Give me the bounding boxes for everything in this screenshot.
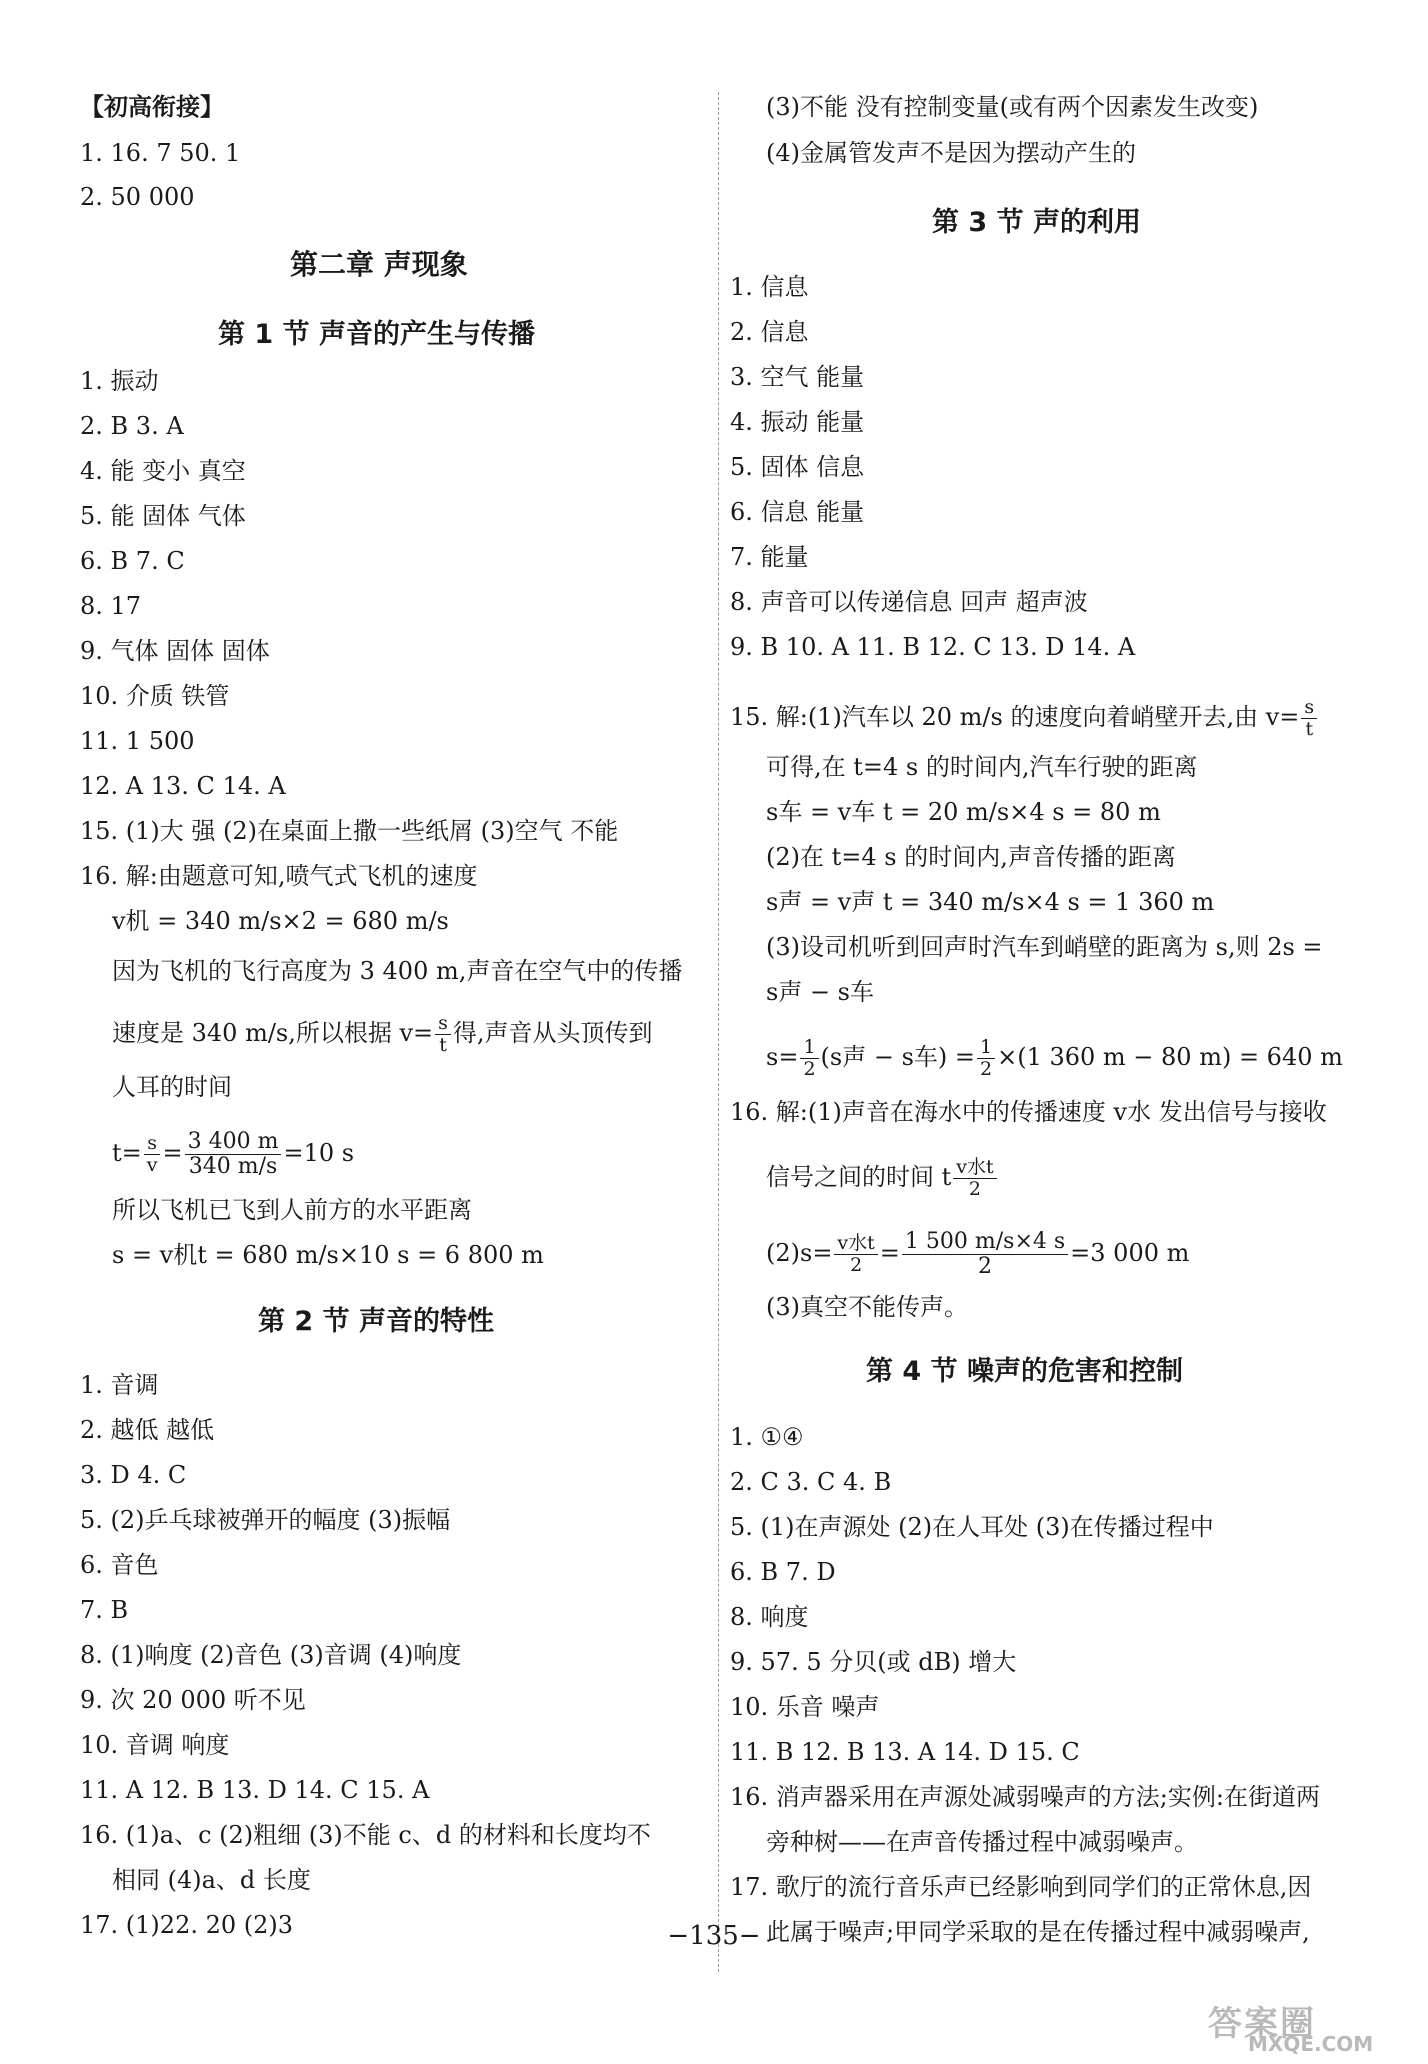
list-item: 10. 音调 响度 — [80, 1731, 230, 1759]
fraction — [977, 1037, 995, 1080]
chapter-title: 第二章 声现象 — [290, 248, 468, 281]
list-item: 11. A 12. B 13. D 14. C 15. A — [80, 1776, 430, 1804]
numerator: s — [435, 1013, 451, 1035]
list-item: 9. 57. 5 分贝(或 dB) 增大 — [730, 1648, 1017, 1676]
watermark-url: MXQE.COM — [1248, 2032, 1374, 2056]
list-item: (2)在 t=4 s 的时间内,声音传播的距离 — [766, 843, 1176, 871]
fraction — [902, 1230, 1068, 1279]
formula-text: s= — [766, 1043, 799, 1071]
list-item: 16. 解:由题意可知,喷气式飞机的速度 — [80, 862, 478, 890]
list-item: 6. B 7. C — [80, 547, 185, 575]
fraction — [834, 1233, 877, 1276]
list-item: 2. 信息 — [730, 318, 809, 346]
watermark-logo — [1208, 1996, 1418, 2060]
list-item: 1. 信息 — [730, 273, 809, 301]
formula-text: =3 000 m — [1070, 1239, 1190, 1267]
formula-text: 速度是 340 m/s,所以根据 v= — [112, 1019, 434, 1047]
formula-text: 15. 解:(1)汽车以 20 m/s 的速度向着峭壁开去,由 v= — [730, 703, 1300, 731]
page-number: −135− — [667, 1921, 761, 1951]
list-item: 1. ①④ — [730, 1423, 804, 1451]
list-item: 5. 能 固体 气体 — [80, 502, 246, 530]
list-item: 8. 17 — [80, 592, 142, 620]
denominator: 340 m/s — [188, 1154, 278, 1179]
bridge-title: 【初高衔接】 — [80, 93, 224, 121]
formula-text: = — [879, 1239, 900, 1267]
list-item: 6. 信息 能量 — [730, 498, 865, 526]
list-item: 2. C 3. C 4. B — [730, 1468, 892, 1496]
list-item: 3. 空气 能量 — [730, 363, 865, 391]
list-item: (3)真空不能传声。 — [766, 1293, 968, 1321]
list-item: 15. (1)大 强 (2)在桌面上撒一些纸屑 (3)空气 不能 — [80, 817, 619, 845]
list-item: 17. 歌厅的流行音乐声已经影响到同学们的正常休息,因 — [730, 1873, 1312, 1901]
list-item: 16. 消声器采用在声源处减弱噪声的方法;实例:在街道两 — [730, 1783, 1320, 1811]
list-item: 此属于噪声;甲同学采取的是在传播过程中减弱噪声, — [766, 1918, 1310, 1946]
list-item: 12. A 13. C 14. A — [80, 772, 286, 800]
denominator: t — [1305, 718, 1314, 740]
list-item: 7. B — [80, 1596, 129, 1624]
list-item: 1. 振动 — [80, 367, 159, 395]
list-item: 3. D 4. C — [80, 1461, 187, 1489]
formula-line — [112, 1012, 653, 1056]
formula-line — [112, 1129, 355, 1179]
list-item: 8. (1)响度 (2)音色 (3)音调 (4)响度 — [80, 1641, 462, 1669]
formula-text: (s声 − s车) = — [820, 1043, 975, 1071]
formula-text: t= — [112, 1139, 142, 1167]
denominator: 2 — [968, 1178, 982, 1200]
list-item: (3)不能 没有控制变量(或有两个因素发生改变) — [766, 93, 1259, 121]
list-item: 相同 (4)a、d 长度 — [112, 1866, 311, 1894]
list-item: s声 − s车 — [766, 978, 874, 1006]
list-item: (4)金属管发声不是因为摆动产生的 — [766, 139, 1136, 167]
list-item: 所以飞机已飞到人前方的水平距离 — [112, 1196, 472, 1224]
formula-line — [730, 696, 1319, 740]
list-item: s车 = v车 t = 20 m/s×4 s = 80 m — [766, 798, 1161, 826]
numerator: v水t — [834, 1233, 877, 1255]
list-item: s声 = v声 t = 340 m/s×4 s = 1 360 m — [766, 888, 1215, 916]
list-item: 10. 介质 铁管 — [80, 682, 230, 710]
numerator: 1 500 m/s×4 s — [902, 1230, 1068, 1255]
denominator: 2 — [980, 1058, 993, 1080]
list-item: 2. 越低 越低 — [80, 1416, 215, 1444]
formula-line — [766, 1156, 999, 1200]
list-item: 11. B 12. B 13. A 14. D 15. C — [730, 1738, 1080, 1766]
denominator: 2 — [850, 1254, 863, 1276]
list-item: 1. 音调 — [80, 1371, 159, 1399]
column-divider — [718, 92, 719, 1972]
formula-text: (2)s= — [766, 1239, 833, 1267]
fraction — [1301, 697, 1317, 740]
formula-text: = — [162, 1139, 183, 1167]
list-item: s = v机t = 680 m/s×10 s = 6 800 m — [112, 1241, 544, 1269]
numerator: s — [1301, 697, 1317, 719]
numerator: v水t — [953, 1157, 996, 1179]
list-item: 旁种树——在声音传播过程中减弱噪声。 — [766, 1828, 1198, 1856]
list-item: 9. 次 20 000 听不见 — [80, 1686, 306, 1714]
section-4-title: 第 4 节 噪声的危害和控制 — [866, 1356, 1183, 1387]
fraction — [144, 1133, 161, 1176]
formula-line — [766, 1036, 1343, 1080]
fraction — [435, 1013, 451, 1056]
list-item: 1. 16. 7 50. 1 — [80, 139, 241, 167]
list-item: 因为飞机的飞行高度为 3 400 m,声音在空气中的传播 — [112, 957, 683, 985]
fraction — [185, 1130, 282, 1179]
formula-text: 信号之间的时间 t — [766, 1163, 952, 1191]
section-2-title: 第 2 节 声音的特性 — [258, 1306, 494, 1337]
list-item: 16. (1)a、c (2)粗细 (3)不能 c、d 的材料和长度均不 — [80, 1821, 651, 1849]
list-item: 2. B 3. A — [80, 412, 184, 440]
list-item: 4. 能 变小 真空 — [80, 457, 246, 485]
fraction — [953, 1157, 996, 1200]
list-item: 11. 1 500 — [80, 727, 195, 755]
denominator: t — [439, 1034, 447, 1056]
denominator: 2 — [978, 1254, 993, 1279]
list-item: 5. 固体 信息 — [730, 453, 865, 481]
section-1-title: 第 1 节 声音的产生与传播 — [218, 319, 535, 350]
formula-text: =10 s — [283, 1139, 355, 1167]
list-item: 6. 音色 — [80, 1551, 159, 1579]
list-item: 8. 响度 — [730, 1603, 809, 1631]
fraction — [800, 1037, 818, 1080]
list-item: 可得,在 t=4 s 的时间内,汽车行驶的距离 — [766, 753, 1198, 781]
watermark-mark: 答案圈 — [1208, 2004, 1316, 2044]
numerator: s — [144, 1133, 160, 1155]
list-item: 9. B 10. A 11. B 12. C 13. D 14. A — [730, 633, 1136, 661]
list-item: 9. 气体 固体 固体 — [80, 637, 270, 665]
numerator: 1 — [800, 1037, 818, 1059]
list-item: 10. 乐音 噪声 — [730, 1693, 880, 1721]
list-item: 8. 声音可以传递信息 回声 超声波 — [730, 588, 1088, 616]
formula-text: ×(1 360 m − 80 m) = 640 m — [997, 1043, 1343, 1071]
formula-text: 得,声音从头顶传到 — [452, 1019, 653, 1047]
list-item: v机 = 340 m/s×2 = 680 m/s — [112, 907, 449, 935]
list-item: 2. 50 000 — [80, 183, 195, 211]
list-item: 6. B 7. D — [730, 1558, 836, 1586]
denominator: v — [146, 1154, 158, 1176]
list-item: 7. 能量 — [730, 543, 809, 571]
list-item: 17. (1)22. 20 (2)3 — [80, 1911, 294, 1939]
list-item: 16. 解:(1)声音在海水中的传播速度 v水 发出信号与接收 — [730, 1098, 1327, 1126]
list-item: (3)设司机听到回声时汽车到峭壁的距离为 s,则 2s = — [766, 933, 1323, 961]
numerator: 3 400 m — [185, 1130, 282, 1155]
list-item: 5. (1)在声源处 (2)在人耳处 (3)在传播过程中 — [730, 1513, 1214, 1541]
list-item: 4. 振动 能量 — [730, 408, 865, 436]
list-item: 人耳的时间 — [112, 1073, 232, 1101]
list-item: 5. (2)乒乓球被弹开的幅度 (3)振幅 — [80, 1506, 451, 1534]
formula-line — [766, 1229, 1190, 1279]
numerator: 1 — [977, 1037, 995, 1059]
denominator: 2 — [803, 1058, 816, 1080]
section-3-title: 第 3 节 声的利用 — [932, 207, 1141, 238]
